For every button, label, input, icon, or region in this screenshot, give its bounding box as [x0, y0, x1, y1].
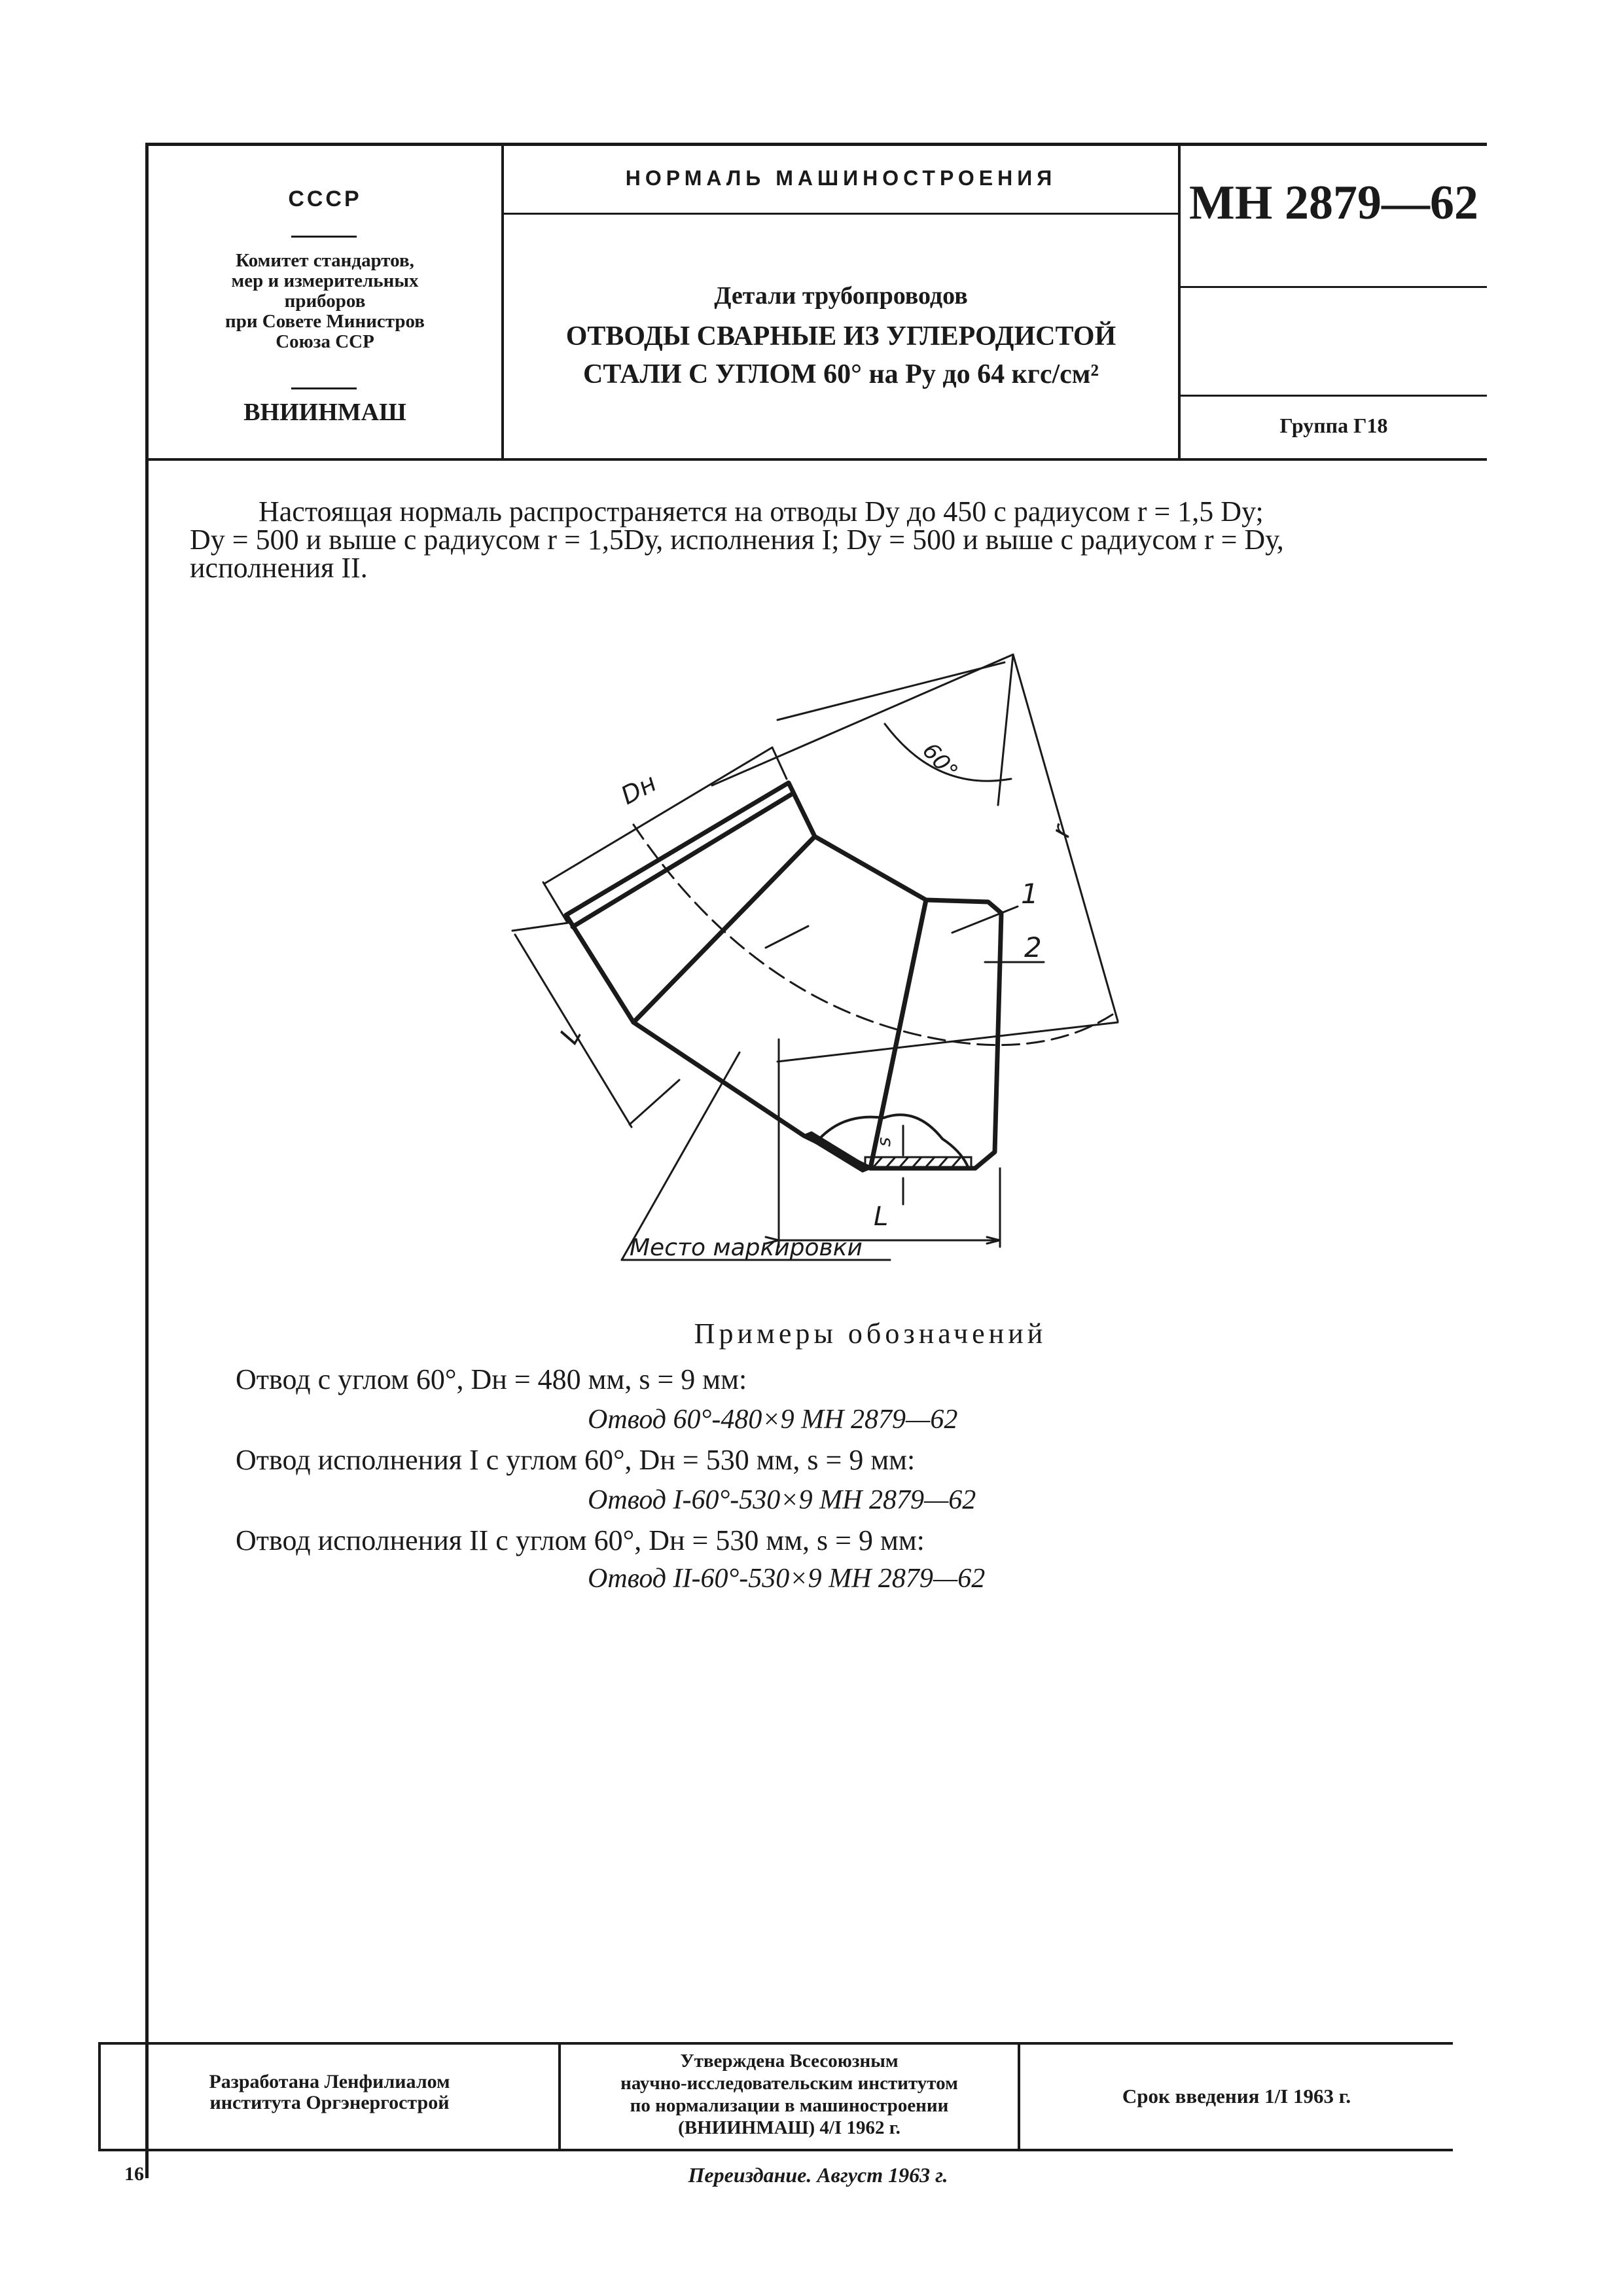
committee-line: Союза ССР	[276, 331, 374, 352]
approved-line: по нормализации в машиностроении	[630, 2095, 949, 2116]
committee-line: Комитет стандартов,	[236, 250, 414, 271]
dimension-dn	[543, 747, 787, 922]
intro-line: Dу = 500 и выше с радиусом r = 1,5Dу, исполнения I; Dу = 500 и выше с радиусом r = Dу,	[190, 524, 1284, 556]
example-code: Отвод I-60°-530×9 МН 2879—62	[588, 1485, 976, 1515]
label-s: s	[873, 1137, 895, 1147]
examples-heading: Примеры обозначений	[694, 1318, 1047, 1350]
developed-line: Разработана Ленфилиалом	[209, 2071, 450, 2092]
footer-top-rule	[98, 2042, 1453, 2045]
developed-by	[101, 2072, 558, 2113]
approved-line: Утверждена Всесоюзным	[680, 2051, 899, 2072]
group-label: Группа Г18	[1279, 414, 1388, 437]
label-1: 1	[1021, 878, 1039, 910]
label-l-bottom: L	[874, 1202, 889, 1232]
example-label: Отвод исполнения I с углом 60°, Dн = 530 мм, s = 9 мм:	[236, 1444, 916, 1476]
document-title-line-2: СТАЛИ С УГЛОМ 60° на Pу до 64 кгс/см²	[582, 359, 1099, 389]
label-angle: 60°	[917, 738, 963, 785]
institute-label: ВНИИНМАШ	[243, 399, 406, 426]
approved-by	[561, 2050, 1018, 2139]
subject-title: Детали трубопроводов	[714, 282, 968, 310]
page-number: 16	[124, 2163, 144, 2185]
elbow-outline	[566, 783, 1001, 1168]
reissue-note: Переиздание. Август 1963 г.	[688, 2163, 948, 2187]
footer-bottom-rule	[98, 2149, 1453, 2151]
intro-line: исполнения II.	[190, 552, 368, 584]
leader-lines	[622, 906, 1044, 1260]
example-label: Отвод с углом 60°, Dн = 480 мм, s = 9 мм:	[236, 1363, 747, 1395]
dimension-l-left	[512, 923, 679, 1127]
label-marking: Место маркировки	[630, 1234, 863, 1261]
construction-lines	[712, 655, 1118, 1062]
example-label: Отвод исполнения II с углом 60°, Dн = 530 мм, s = 9 мм:	[236, 1524, 925, 1556]
label-r: r	[1045, 821, 1078, 842]
committee-line: приборов	[284, 291, 366, 312]
approved-line: научно-исследовательским институтом	[620, 2073, 958, 2094]
approved-line: (ВНИИНМАШ) 4/I 1962 г.	[678, 2117, 901, 2138]
developed-line: института Оргэнергострой	[209, 2092, 450, 2113]
effective-date: Срок введения 1/I 1963 г.	[1122, 2085, 1351, 2108]
document-number: МН 2879—62	[1189, 176, 1478, 230]
example-code: Отвод II-60°-530×9 МН 2879—62	[588, 1564, 986, 1594]
norm-title: НОРМАЛЬ МАШИНОСТРОЕНИЯ	[625, 166, 1057, 190]
label-2: 2	[1024, 931, 1042, 963]
label-l-left: L	[554, 1021, 588, 1049]
intro-line: Настоящая нормаль распространяется на отводы Dу до 450 с радиусом r = 1,5 Dу;	[259, 495, 1264, 528]
example-code: Отвод 60°-480×9 МН 2879—62	[588, 1405, 958, 1435]
committee-line: мер и измерительных	[231, 270, 419, 291]
document-title-line-1: ОТВОДЫ СВАРНЫЕ ИЗ УГЛЕРОДИСТОЙ	[565, 321, 1116, 351]
label-dn: Dн	[616, 768, 662, 810]
committee-line: при Совете Министров	[225, 311, 425, 332]
country-label: СССР	[288, 187, 362, 211]
